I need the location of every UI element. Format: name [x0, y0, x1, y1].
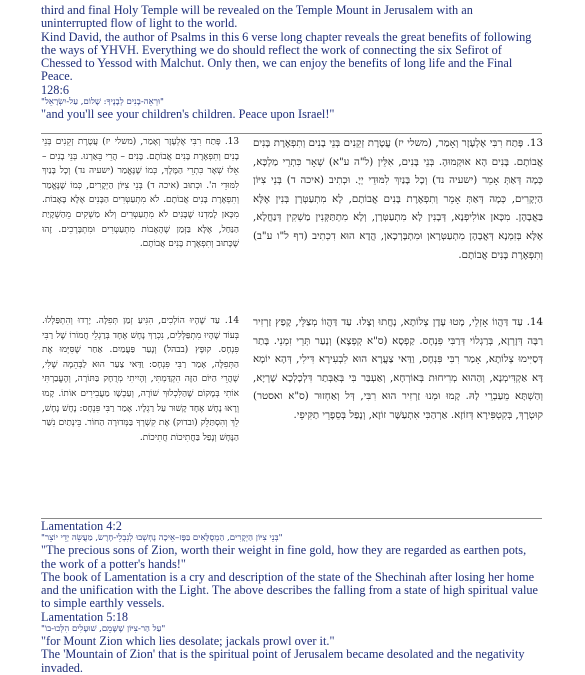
commentary-text-2: The 'Mountain of Zion' that is the spiritual point of Jerusalem became desolated and the negativity invaded. — [41, 647, 525, 675]
verse-reference: 128:6 — [41, 82, 70, 97]
lamentation-english-1: "The precious sons of Zion, worth their weight in fine gold, how they are regarded as earthen pots, the work of a potter's hands!" — [41, 543, 527, 571]
hebrew-para-13: 13. פָּתַח רִבִּי אֶלְעָזָר וְאָמַר, (משלי יז) עֲטֶרֶת זְקֵנִים בְּנֵי בָנִים וְתִפְאֶרֶת בָּנִים אֲבוֹתָם. בָּנִים – הֲרֵי בֵּאַרְנוּ. בְּנֵי בָנִים – אֵלּוּ שְׁאָר כִּתְרֵי הַמֶּלֶךְ, כְּמוֹ שֶׁנֶּאֱמַר (ישעיה נד) וְכָל בָּנַיִךְ לִמּוּדֵי ה'. וּכְתוּב (איכה ד) בְּנֵי צִיּוֹן הַיְקָרִים, כְּמוֹ שֶׁנֶּאֱמַר וְתִפְאֶרֶת בָּנִים אֲבוֹתָם. לֹא מִתְעַטְּרִים הַבָּנִים אֶלָּא בָּאָבוֹת. מִכָּאן לָמַדְנוּ שֶׁבָּנִים לֹא מִתְעַטְּרִים וְלֹא מַשְׁקִים מֵהַשְׁקָיַת הַנַּחַל, אֶלָּא בַּזְּמַן שֶׁהָאָבוֹת מִתְעַטְּרִים וּמִתְבָּרְכִים. זֶהוּ שֶׁכָּתוּב וְתִפְאֶרֶת בָּנִים אֲבוֹתָם. — [42, 137, 239, 250]
intro-line-1: third and final Holy Temple will be revealed on the Temple Mount in Jerusalem with an uninterrupted flow of light to the world. — [41, 3, 473, 31]
lamentation-english-2: "for Mount Zion which lies desolate; jackals prowl over it." — [41, 634, 335, 649]
aramaic-para-14: 14. עַד דַּהֲווֹ אָזְלֵי, מָטוּ עָדָן צְלוֹתָא, נָחֲתוּ וְצָלוּ. עַד דַּהֲווֹ מְצַלֵּי, קָפַץ זַרְזִיר רַבָּה דְּזָרְזָא, בְּרַגְלוֹי דְּרַבִּי פִּנְחָס. קַפְסָא (ס"א קְפְצָא) וְנָעַר תְּרֵי זִמְנֵי. בָּתַר דְּסַיִּימוּ צְלוֹתָא, אָמַר רִבִּי פִּנְחָס, וַדַּאי צַעֲרָא הוּא לִבְעִירָא דִּילִי, דְּהָא יוֹמָא דָּא אַקְדִּימְנָא, וְהַהוּא מְרִיחוּת בְּאוֹרְחָא, וְאַעְבַּר בִּי בְּאַבְּתַר דִּלְכָלְכָא שָׁרְיָא, וְהַשְׁתָּא מֵעַבְרֵי לָהּ. קָמוּ וּמְנוּ זַרְזִיר הוּא רִבִּי, דְּל וְאַחְזוּר (ס"א ואסטר) קוּטְרָךְ, בְּקִטְפִּירָא דְּזוֹזָא. אַרְהַכִּי אִתְעַשָּׁר זוֹזָא, וְנָפַל בְּסֵפֶרֵי תַקִּיפֵי. — [253, 317, 543, 421]
top-divider — [41, 133, 542, 134]
commentary-text-1: The book of Lamentation is a cry and description of the state of the Shechinah after losing her home and the unification with the Light. The above describes the falling from a state of high spiritual value to simple earthly vessels. — [41, 569, 538, 611]
aramaic-para-13: 13. פָּתַח רִבִּי אֶלְעָזָר וְאָמַר, (משלי יז) עֲטֶרֶת זְקֵנִים בְּנֵי בָנִים וְתִפְאֶרֶת בָּנִים אֲבוֹתָם. בָּנִים הָא אוּקְמוּהָ. בְּנֵי בָּנִים, אִלֵּין (ל"ה ע"א) שְׁאָר כִּתְרֵי מַלְכָּא, כְּמָה דְּאַתְּ אָמֵר (ישעיה נד) וְכָל בָּנַיִךְ לִמּוּדֵי יְיָ. וּכְתִיב (איכה ד) בְּנֵי צִיּוֹן הַיְקָרִים, כְּמָה דְּאַתְּ אָמֵר וְתִפְאֶרֶת בָּנִים אֲבוֹתָם, לָא מִתְעַטְּרָן בְּנִין אֶלָּא בַּאֲבָהָן. מִכָּאן אוֹלִיפְנָא, דְּבָנִין לָא מִתְעַטְּרָן, וְלָא מִתְתַּקְּנִין מַשְׁקִין דְּנַחֲלָא, אֶלָּא בְּזִמְנָא דְּאֲבָהָן מִתְעַטְּרָאן וּמִתְבָּרְכָאן, הֲדָא הוּא דִכְתִיב (דף ל"ו ע"ב) וְתִפְאֶרֶת בָּנִים אֲבוֹתָם. — [253, 138, 543, 261]
verse-english: "and you'll see your children's children. Peace upon Israel!" — [41, 107, 335, 122]
intro-line-2: Kind David, the author of Psalms in this 6 verse long chapter reveals the great benefits of following the ways of YHVH. Everything we do should reflect the work of connecting the six Sefirot of Chessed to Yessod with Malchut. Only then, we can enjoy the benefits of long life and the Final Peace. — [41, 29, 532, 84]
lamentation-hebrew-1: "בְּנֵי צִיּוֹן הַיְקָרִים, הַמְסֻלָּאִים בַּפָּז–אֵיכָה נֶחְשְׁבוּ לְנִבְלֵי-חֶרֶשׂ, מַעֲשֵׂה יְדֵי יוֹצֵר" — [41, 533, 283, 544]
verse-hebrew: "וּרְאֵה-בָנִים לְבָנֶיךָ: שָׁלוֹם, עַל-יִשְׂרָאֵל" — [41, 97, 164, 108]
lamentation-ref-2: Lamentation 5:18 — [41, 609, 129, 624]
lamentation-hebrew-2: "עַל הַר-צִיּוֹן שֶׁשָּׁמֵם, שׁוּעָלִים הִלְּכוּ-בוֹ" — [41, 624, 166, 635]
lamentation-ref-1: Lamentation 4:2 — [41, 519, 122, 533]
commentary-block — [41, 520, 541, 675]
intro-block — [41, 4, 541, 121]
hebrew-para-14: 14. עַד שֶׁהָיוּ הוֹלְכִים, הִגִּיעַ זְמַן תְּפִלָּה. יָרְדוּ וְהִתְפַּלְּלוּ. בְּעוֹד שֶׁהָיוּ מִתְפַּלְּלִים, נִכְרַךְ נָחָשׁ אֶחָד בְּרַגְלֵי חֲמוֹרוֹ שֶׁל רַבִּי פִּנְחָס. קוּפָץ (בבהל) וְנָעַר פַּעֲמַיִם. אַחַר שֶׁסִּיְּמוּ אֶת הַתְּפִלָּה, אָמַר רַבִּי פִּנְחָס: וַדַּאי צַעַר הוּא לַבְּהֵמָה שֶׁלִּי, שֶׁהֲרֵי הַיּוֹם הַזֶּה הִקְדַּמְתִּי, וְהָיִיתִי מְרֻחָק בַּתּוֹרָה, וְהֶעֱבַרְתִּי אוֹתִי בְּמָקוֹם שֶׁהַלִּכְלוּךְ שׁוֹרֶה, וְעַכְשָׁו מַעֲבִירִים אוֹתוֹ. קָמוּ וְרָאוּ נָחָשׁ אֶחָד קָשׁוּר עַל רַגְלָיו. אָמַר רַבִּי פִּנְחָס: נָחָשׁ נָחָשׁ, לֵךְ וְהִסְתַּלֵּק (ובדוק) אֶת קִשְׁרְךָ בַּמְּדוּרָה הַחוֹר. בֵּינְתַיִם נִשַּׁר הַנָּחָשׁ וְנָפַל בַּחֲתִיכוֹת חֲתִיכוֹת. — [42, 316, 239, 443]
